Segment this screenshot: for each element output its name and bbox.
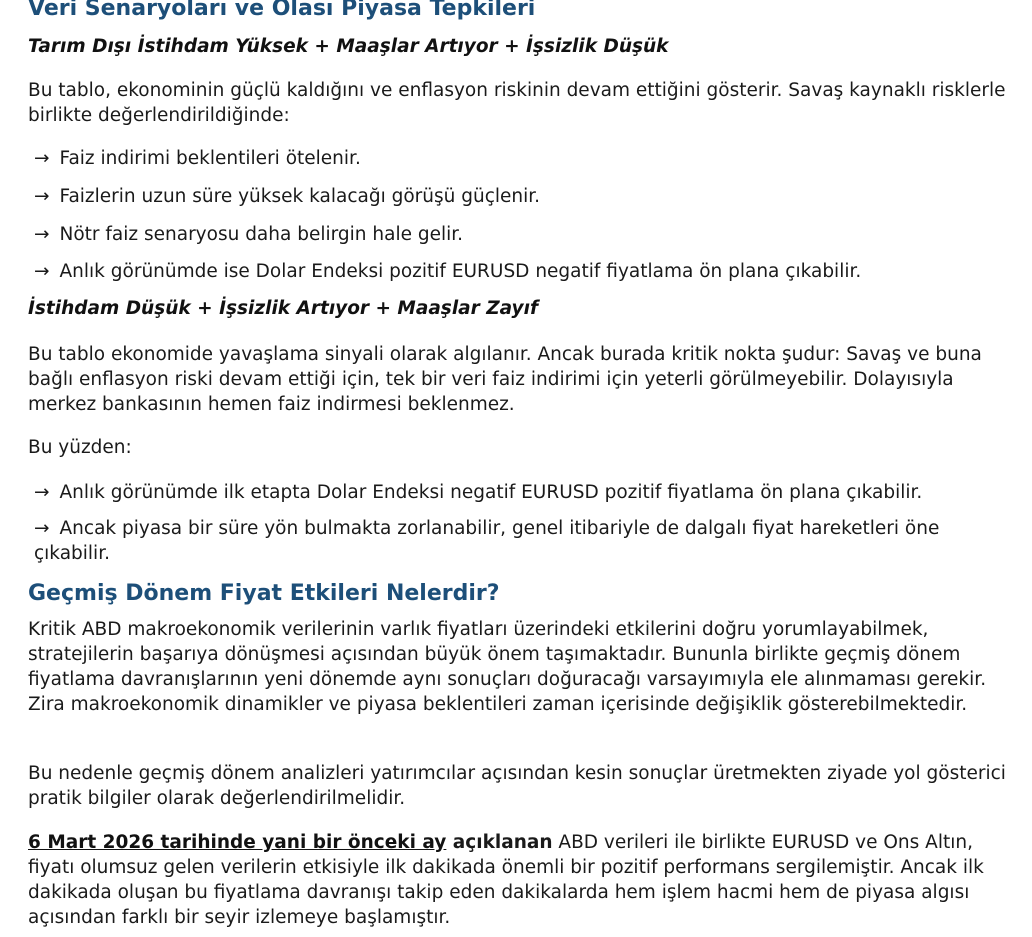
arrow-right-icon: → (34, 148, 50, 169)
past-effects-paragraph-3 (28, 830, 1010, 930)
bold-text: açıklanan (446, 832, 553, 853)
scenario-2-intro: Bu tablo ekonomide yavaşlama sinyali olarak algılanır. Ancak burada kritik nokta şudur: Savaş ve buna bağlı enflasyon riski devam ettiği için, tek bir veri faiz indirimi için yeterli görülmeyebilir. Dolayısıyla merkez bankasının hemen faiz indirmesi beklenmez. (28, 344, 982, 415)
list-item (34, 222, 1010, 247)
section-title-past-effects: Geçmiş Dönem Fiyat Etkileri Nelerdir? (28, 581, 500, 606)
paragraph-text: ABD verileri ile birlikte EURUSD ve Ons Altın, fiyatı olumsuz gelen verilerin etkisiyle ilk dakikada önemli bir pozitif performans sergilemiştir. Ancak ilk dakikada oluşan bu fiyatlama davranışı takip eden dakikalarda hem işlem hacmi hem de piyasa algısı açısından farklı bir seyir izlemeye başlamıştır. (28, 832, 984, 928)
list-item-text: Faizlerin uzun süre yüksek kalacağı görüşü güçlenir. (59, 186, 541, 207)
date-link[interactable]: 6 Mart 2026 tarihinde yani bir önceki ay (28, 832, 447, 853)
arrow-right-icon: → (34, 518, 50, 539)
scenario-1-intro: Bu tablo, ekonominin güçlü kaldığını ve enflasyon riskinin devam ettiğini gösterir. Savaş kaynaklı risklerle birlikte değerlendirildiğinde: (28, 80, 1006, 126)
list-item (34, 480, 1010, 505)
list-item-text: Nötr faiz senaryosu daha belirgin hale gelir. (59, 224, 464, 245)
arrow-right-icon: → (34, 482, 50, 503)
list-item-text: Anlık görünümde ise Dolar Endeksi pozitif EURUSD negatif fiyatlama ön plana çıkabilir. (59, 261, 862, 282)
past-effects-paragraph-2: Bu nedenle geçmiş dönem analizleri yatırımcılar açısından kesin sonuçlar üretmekten ziyade yol gösterici pratik bilgiler olarak değerlendirilmelidir. (28, 763, 1006, 809)
arrow-right-icon: → (34, 261, 50, 282)
list-item-text: Ancak piyasa bir süre yön bulmakta zorlanabilir, genel itibariyle de dalgalı fiyat hareketleri öne çıkabilir. (34, 518, 940, 564)
list-item-text: Faiz indirimi beklentileri ötelenir. (59, 148, 361, 169)
list-item-text: Anlık görünümde ilk etapta Dolar Endeksi negatif EURUSD pozitif fiyatlama ön plana çıkabilir. (59, 482, 923, 503)
past-effects-paragraph-1: Kritik ABD makroekonomik verilerinin varlık fiyatları üzerindeki etkilerini doğru yorumlayabilmek, stratejilerin başarıya dönüşmesi açısından büyük önem taşımaktadır. Bununla birlikte geçmiş dönem fiyatlama davranışlarının yeni dönemde aynı sonuçları doğuracağı varsayımıyla ele alınmaması gerekir. Zira makroekonomik dinamikler ve piyasa beklentileri zaman içerisinde değişiklik gösterebilmektedir. (28, 619, 987, 715)
scenario-2-heading: İstihdam Düşük + İşsizlik Artıyor + Maaşlar Zayıf (28, 298, 538, 319)
list-item (34, 516, 1010, 566)
arrow-right-icon: → (34, 224, 50, 245)
list-item (34, 259, 1010, 284)
list-item (34, 146, 1010, 171)
section-title-scenarios: Veri Senaryoları ve Olası Piyasa Tepkileri (28, 0, 536, 21)
scenario-2-lead: Bu yüzden: (28, 437, 132, 458)
list-item (34, 184, 1010, 209)
arrow-right-icon: → (34, 186, 50, 207)
scenario-1-heading: Tarım Dışı İstihdam Yüksek + Maaşlar Artıyor + İşsizlik Düşük (28, 36, 669, 57)
